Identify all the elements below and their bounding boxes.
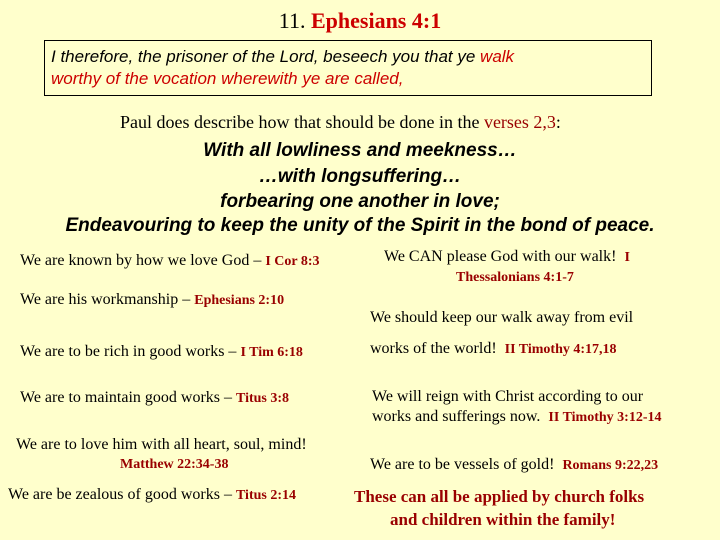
paul-suffix: : [555,112,561,132]
right-vessels-ref: Romans 9:22,23 [562,458,659,473]
left-point-2: We are his workmanship – Ephesians 2:10 [20,291,285,308]
paul-statement [120,112,561,133]
virtue-line-2: …with longsuffering… [258,166,462,187]
right-reign-ref: II Timothy 3:12-14 [548,410,662,425]
title-reference: Ephesians 4:1 [310,8,442,33]
left-ref-5: Matthew 22:34-38 [120,457,229,472]
right-vessels: We are to be vessels of gold! Romans 9:22,23 [370,456,659,473]
right-please-ref1: I [624,250,630,265]
virtue-line-4: Endeavouring to keep the unity of the Spirit in the bond of peace. [65,215,655,236]
left-point-5: We are to love him with all heart, soul, mind! [16,436,307,453]
left-point-3: We are to be rich in good works – I Tim 6:18 [20,343,303,360]
paul-ref: verses 2,3 [483,112,556,132]
footer-line1: These can all be applied by church folks [354,487,645,506]
right-keep-line2: works of the world! II Timothy 4:17,18 [370,340,617,357]
left-ref-6: Titus 2:14 [235,488,297,503]
left-point-6: We are be zealous of good works – Titus 2:14 [8,486,297,503]
verse-highlight: walk [480,47,515,66]
right-keep-ref: II Timothy 4:17,18 [504,342,617,357]
virtue-line-1: With all lowliness and meekness… [203,140,517,161]
paul-prefix: Paul does describe how that should be done in the [120,112,484,132]
virtue-line-3: forbearing one another in love; [220,191,500,212]
left-ref-3: I Tim 6:18 [240,345,303,360]
right-please: We CAN please God with our walk! I [384,248,630,265]
right-keep-line1: We should keep our walk away from evil [370,309,634,326]
verse-line1: I therefore, the prisoner of the Lord, beseech you that ye [51,47,481,66]
left-point-1: We are known by how we love God – I Cor 8:3 [20,252,320,269]
right-reign-line1: We will reign with Christ according to our [372,388,644,405]
left-ref-2: Ephesians 2:10 [194,293,285,308]
left-ref-4: Titus 3:8 [236,391,290,406]
title-number: 11. [278,8,306,33]
left-point-4: We are to maintain good works – Titus 3:8 [20,389,290,406]
verse-line2: worthy of the vocation wherewith ye are called, [51,69,404,88]
slide-title [0,8,720,34]
left-ref-1: I Cor 8:3 [265,254,320,269]
right-please-ref2: Thessalonians 4:1-7 [456,270,574,285]
verse-box [44,40,652,96]
right-reign-line2: works and sufferings now. II Timothy 3:12-14 [372,408,662,425]
footer-line2: and children within the family! [390,510,616,529]
